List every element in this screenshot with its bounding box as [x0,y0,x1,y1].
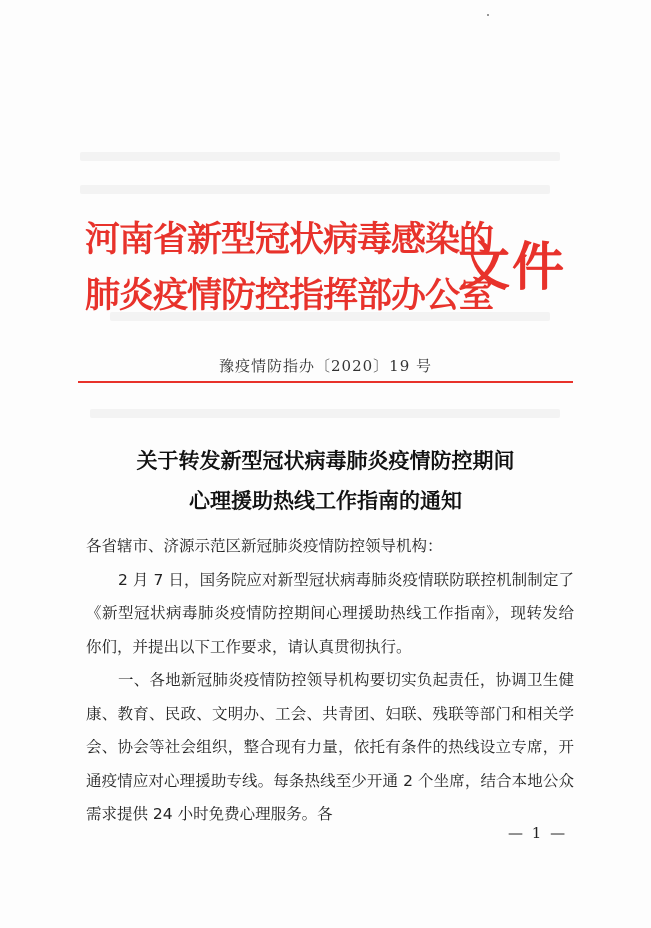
document-number: 豫疫情防指办〔2020〕19 号 [218,357,433,375]
document-body [86,530,574,832]
show-through-mark [80,185,550,194]
body-paragraph-2: 一、各地新冠肺炎疫情防控领导机构要切实负起责任，协调卫生健康、教育、民政、文明办、工会、共青团、妇联、残联等部门和相关学会、协会等社会组织，整合现有力量，依托有条件的热线设立专席，开通疫情应对心理援助专线。每条热线至少开通 2 个坐席，结合本地公众需求提供 24 小时免费心理服务。各 [86,671,574,823]
salutation: 各省辖市、济源示范区新冠肺炎疫情防控领导机构： [86,537,443,555]
issuer-line-2: 肺炎疫情防控指挥部办公室 [85,275,494,316]
body-paragraph-1: 2 月 7 日，国务院应对新型冠状病毒肺炎疫情联防联控机制制定了《新型冠状病毒肺炎疫情防控期间心理援助热线工作指南》，现转发给你们，并提出以下工作要求，请认真贯彻执行。 [86,570,574,656]
red-separator-line [78,381,573,383]
document-type-label: 文件 [458,237,567,298]
show-through-mark [90,409,560,418]
show-through-mark [80,152,560,161]
document-title [0,441,651,521]
title-line-1: 关于转发新型冠状病毒肺炎疫情防控期间 [136,448,515,473]
page-number: — 1 — [508,824,568,842]
scan-speck [487,14,489,16]
issuer-line-1: 河南省新型冠状病毒感染的 [85,219,494,260]
issuing-authority [85,212,494,324]
title-line-2: 心理援助热线工作指南的通知 [189,488,462,513]
